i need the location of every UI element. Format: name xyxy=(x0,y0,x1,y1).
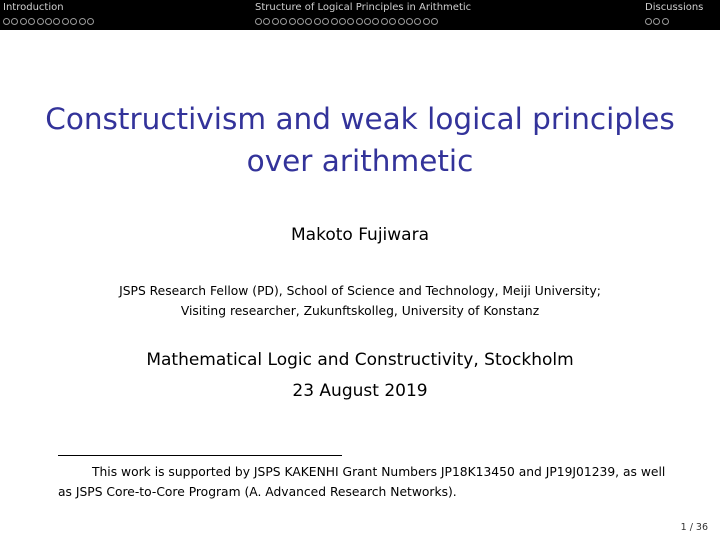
nav-frame-dot[interactable] xyxy=(645,18,652,25)
event-info xyxy=(0,345,720,407)
nav-frame-dot[interactable] xyxy=(662,18,669,25)
nav-frame-dot[interactable] xyxy=(314,18,321,25)
author-name: Makoto Fujiwara xyxy=(291,225,429,245)
event-date: 23 August 2019 xyxy=(292,381,428,401)
nav-section-discussions[interactable] xyxy=(645,2,703,25)
nav-frame-dot[interactable] xyxy=(289,18,296,25)
affiliation-line-2: Visiting researcher, Zukunftskolleg, University of Konstanz xyxy=(180,304,540,318)
nav-frame-dot[interactable] xyxy=(406,18,413,25)
nav-frame-dot[interactable] xyxy=(356,18,363,25)
event-name: Mathematical Logic and Constructivity, Stockholm xyxy=(146,350,574,370)
nav-frame-dot[interactable] xyxy=(372,18,379,25)
title-line-1: Constructivism and weak logical principles xyxy=(45,102,675,136)
nav-frame-dot[interactable] xyxy=(37,18,44,25)
nav-frame-dot[interactable] xyxy=(347,18,354,25)
nav-frame-dot[interactable] xyxy=(431,18,438,25)
nav-frame-dot[interactable] xyxy=(297,18,304,25)
nav-frame-dot[interactable] xyxy=(305,18,312,25)
nav-frame-dot[interactable] xyxy=(389,18,396,25)
affiliation-line-1: JSPS Research Fellow (PD), School of Science and Technology, Meiji University; xyxy=(119,284,601,298)
nav-frame-dot[interactable] xyxy=(272,18,279,25)
nav-frame-dot[interactable] xyxy=(11,18,18,25)
navigation-bar xyxy=(0,0,720,30)
nav-frame-dot[interactable] xyxy=(255,18,262,25)
nav-frame-dot[interactable] xyxy=(28,18,35,25)
footnote-text: This work is supported by JSPS KAKENHI Grant Numbers JP18K13450 and JP19J01239, as well as JSPS Core-to-Core Program (A. Advanced Research Networks). xyxy=(58,465,666,499)
nav-frame-dot[interactable] xyxy=(45,18,52,25)
nav-frame-dot[interactable] xyxy=(381,18,388,25)
nav-frame-dot[interactable] xyxy=(398,18,405,25)
nav-frame-dot[interactable] xyxy=(87,18,94,25)
nav-frame-dot[interactable] xyxy=(79,18,86,25)
nav-frame-dot[interactable] xyxy=(322,18,329,25)
nav-frame-dot[interactable] xyxy=(263,18,270,25)
nav-frame-dot[interactable] xyxy=(414,18,421,25)
nav-frame-dot[interactable] xyxy=(280,18,287,25)
nav-frame-dot[interactable] xyxy=(331,18,338,25)
nav-frame-dot[interactable] xyxy=(62,18,69,25)
nav-frame-dot[interactable] xyxy=(53,18,60,25)
nav-dots-structure xyxy=(255,17,471,25)
nav-frame-dot[interactable] xyxy=(3,18,10,25)
author-affiliation xyxy=(0,281,720,321)
footnote-rule xyxy=(58,455,342,456)
nav-section-introduction[interactable] xyxy=(3,2,95,25)
page-number: 1 / 36 xyxy=(680,522,708,533)
nav-frame-dot[interactable] xyxy=(339,18,346,25)
nav-dots-discussions xyxy=(645,17,703,25)
nav-frame-dot[interactable] xyxy=(70,18,77,25)
nav-frame-dot[interactable] xyxy=(653,18,660,25)
nav-label-discussions[interactable]: Discussions xyxy=(645,2,704,13)
title-line-2: over arithmetic xyxy=(246,144,474,178)
nav-label-structure[interactable]: Structure of Logical Principles in Arithmetic xyxy=(255,2,472,13)
nav-section-structure[interactable] xyxy=(255,2,471,25)
nav-frame-dot[interactable] xyxy=(20,18,27,25)
nav-frame-dot[interactable] xyxy=(423,18,430,25)
nav-frame-dot[interactable] xyxy=(364,18,371,25)
nav-label-introduction[interactable]: Introduction xyxy=(3,2,64,13)
slide-title xyxy=(0,98,720,182)
nav-dots-introduction xyxy=(3,17,95,25)
